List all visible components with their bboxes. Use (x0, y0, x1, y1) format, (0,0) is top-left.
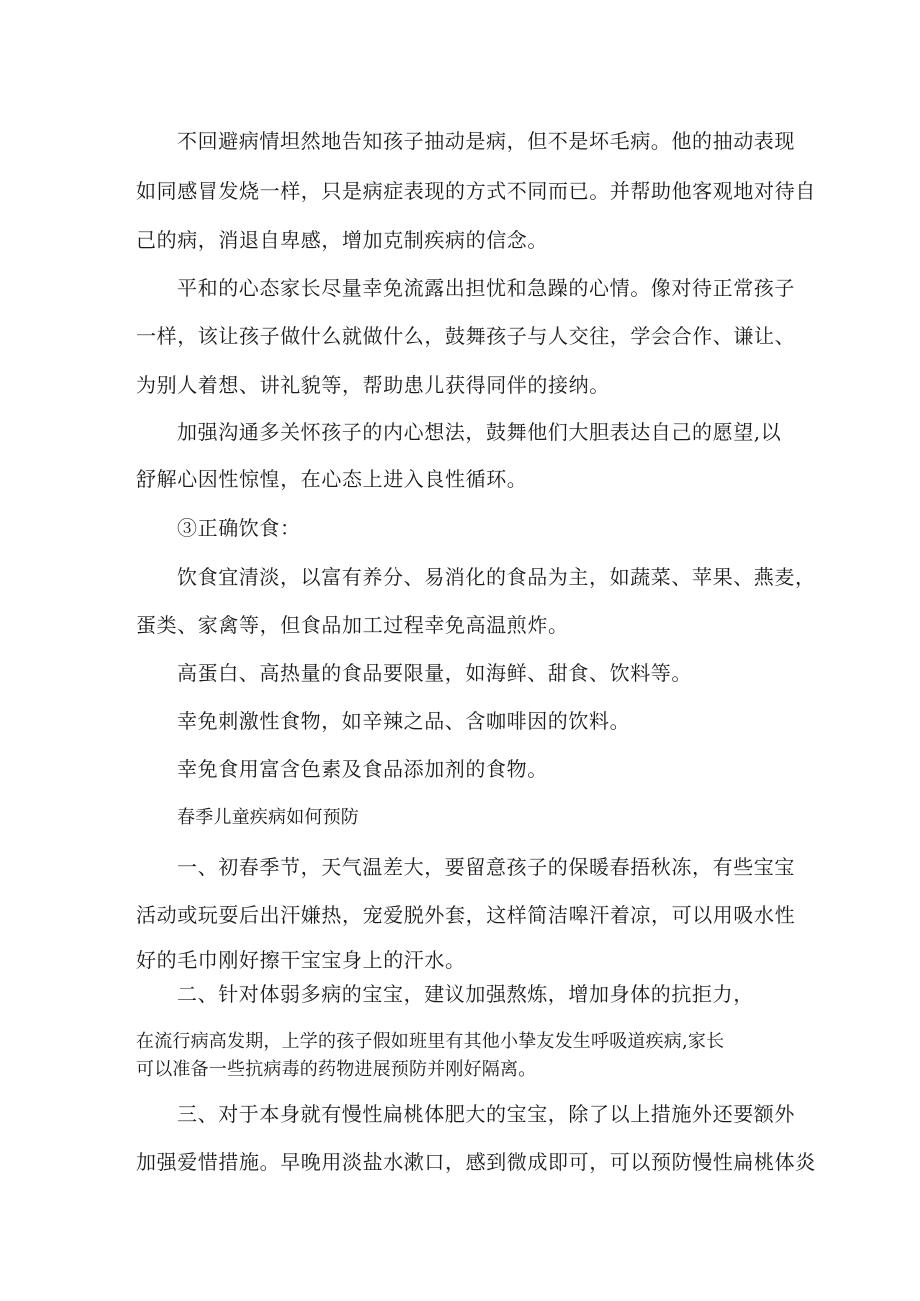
section-heading-diet: ③正确饮食： (177, 516, 301, 540)
text-line-13: 幸免刺激性食物，如辛辣之品、含咖啡因的饮料。 (177, 709, 631, 733)
text-line-5: 一样，该让孩子做什么就做什么，鼓舞孩子与人交往，学会合作、谦让、 (136, 324, 796, 348)
text-line-3: 己的病，消退自卑感，增加克制疾病的信念。 (136, 228, 548, 252)
text-line-4: 平和的心态家长尽量幸免流露出担忧和急躁的心情。像对待正常孩子 (177, 276, 795, 300)
text-line-23: 加强爱惜措施。早晚用淡盐水漱口，感到微成即可，可以预防慢性扁桃体炎 (136, 1150, 816, 1174)
text-line-2: 如同感冒发烧一样，只是病症表现的方式不同而已。并帮助他客观地对待自 (136, 179, 816, 203)
text-line-16: 一、初春季节，天气温差大，要留意孩子的保暖春捂秋冻，有些宝宝 (177, 855, 795, 879)
text-line-22: 三、对于本身就有慢性扁桃体肥大的宝宝，除了以上措施外还要额外 (177, 1102, 795, 1126)
text-line-10: 饮食宜清淡，以富有养分、易消化的食品为主，如蔬菜、苹果、燕麦， (177, 565, 816, 589)
text-line-19: 二、针对体弱多病的宝宝，建议加强熬炼，增加身体的抗拒力， (177, 982, 754, 1006)
text-line-11: 蛋类、家禽等，但食品加工过程幸免高温煎炸。 (136, 613, 569, 637)
text-line-18: 好的毛巾刚好擦干宝宝身上的汗水。 (136, 948, 466, 972)
text-line-1: 不回避病情坦然地告知孩子抽动是病，但不是坏毛病。他的抽动表现 (177, 129, 795, 153)
section-heading-spring: 春季儿童疾病如何预防 (177, 807, 359, 828)
text-line-20: 在流行病高发期，上学的孩子假如班里有其他小挚友发生呼吸道疾病,家长 (136, 1031, 725, 1052)
text-line-12: 高蛋白、高热量的食品要限量，如海鲜、甜食、饮料等。 (177, 661, 692, 685)
text-line-6: 为别人着想、讲礼貌等，帮助患儿获得同伴的接纳。 (136, 373, 610, 397)
text-line-8: 舒解心因性惊惶，在心态上进入良性循环。 (136, 467, 528, 491)
text-line-17: 活动或玩耍后出汗嫌热，宠爱脱外套，这样简洁嗥汗着凉，可以用吸水性 (136, 903, 796, 927)
text-line-7: 加强沟通多关怀孩子的内心想法，鼓舞他们大胆表达自己的愿望,以 (177, 420, 782, 444)
text-line-21: 可以准备一些抗病毒的药物进展预防并刚好隔离。 (136, 1059, 537, 1080)
text-line-14: 幸免食用富含色素及食品添加剂的食物。 (177, 757, 548, 781)
